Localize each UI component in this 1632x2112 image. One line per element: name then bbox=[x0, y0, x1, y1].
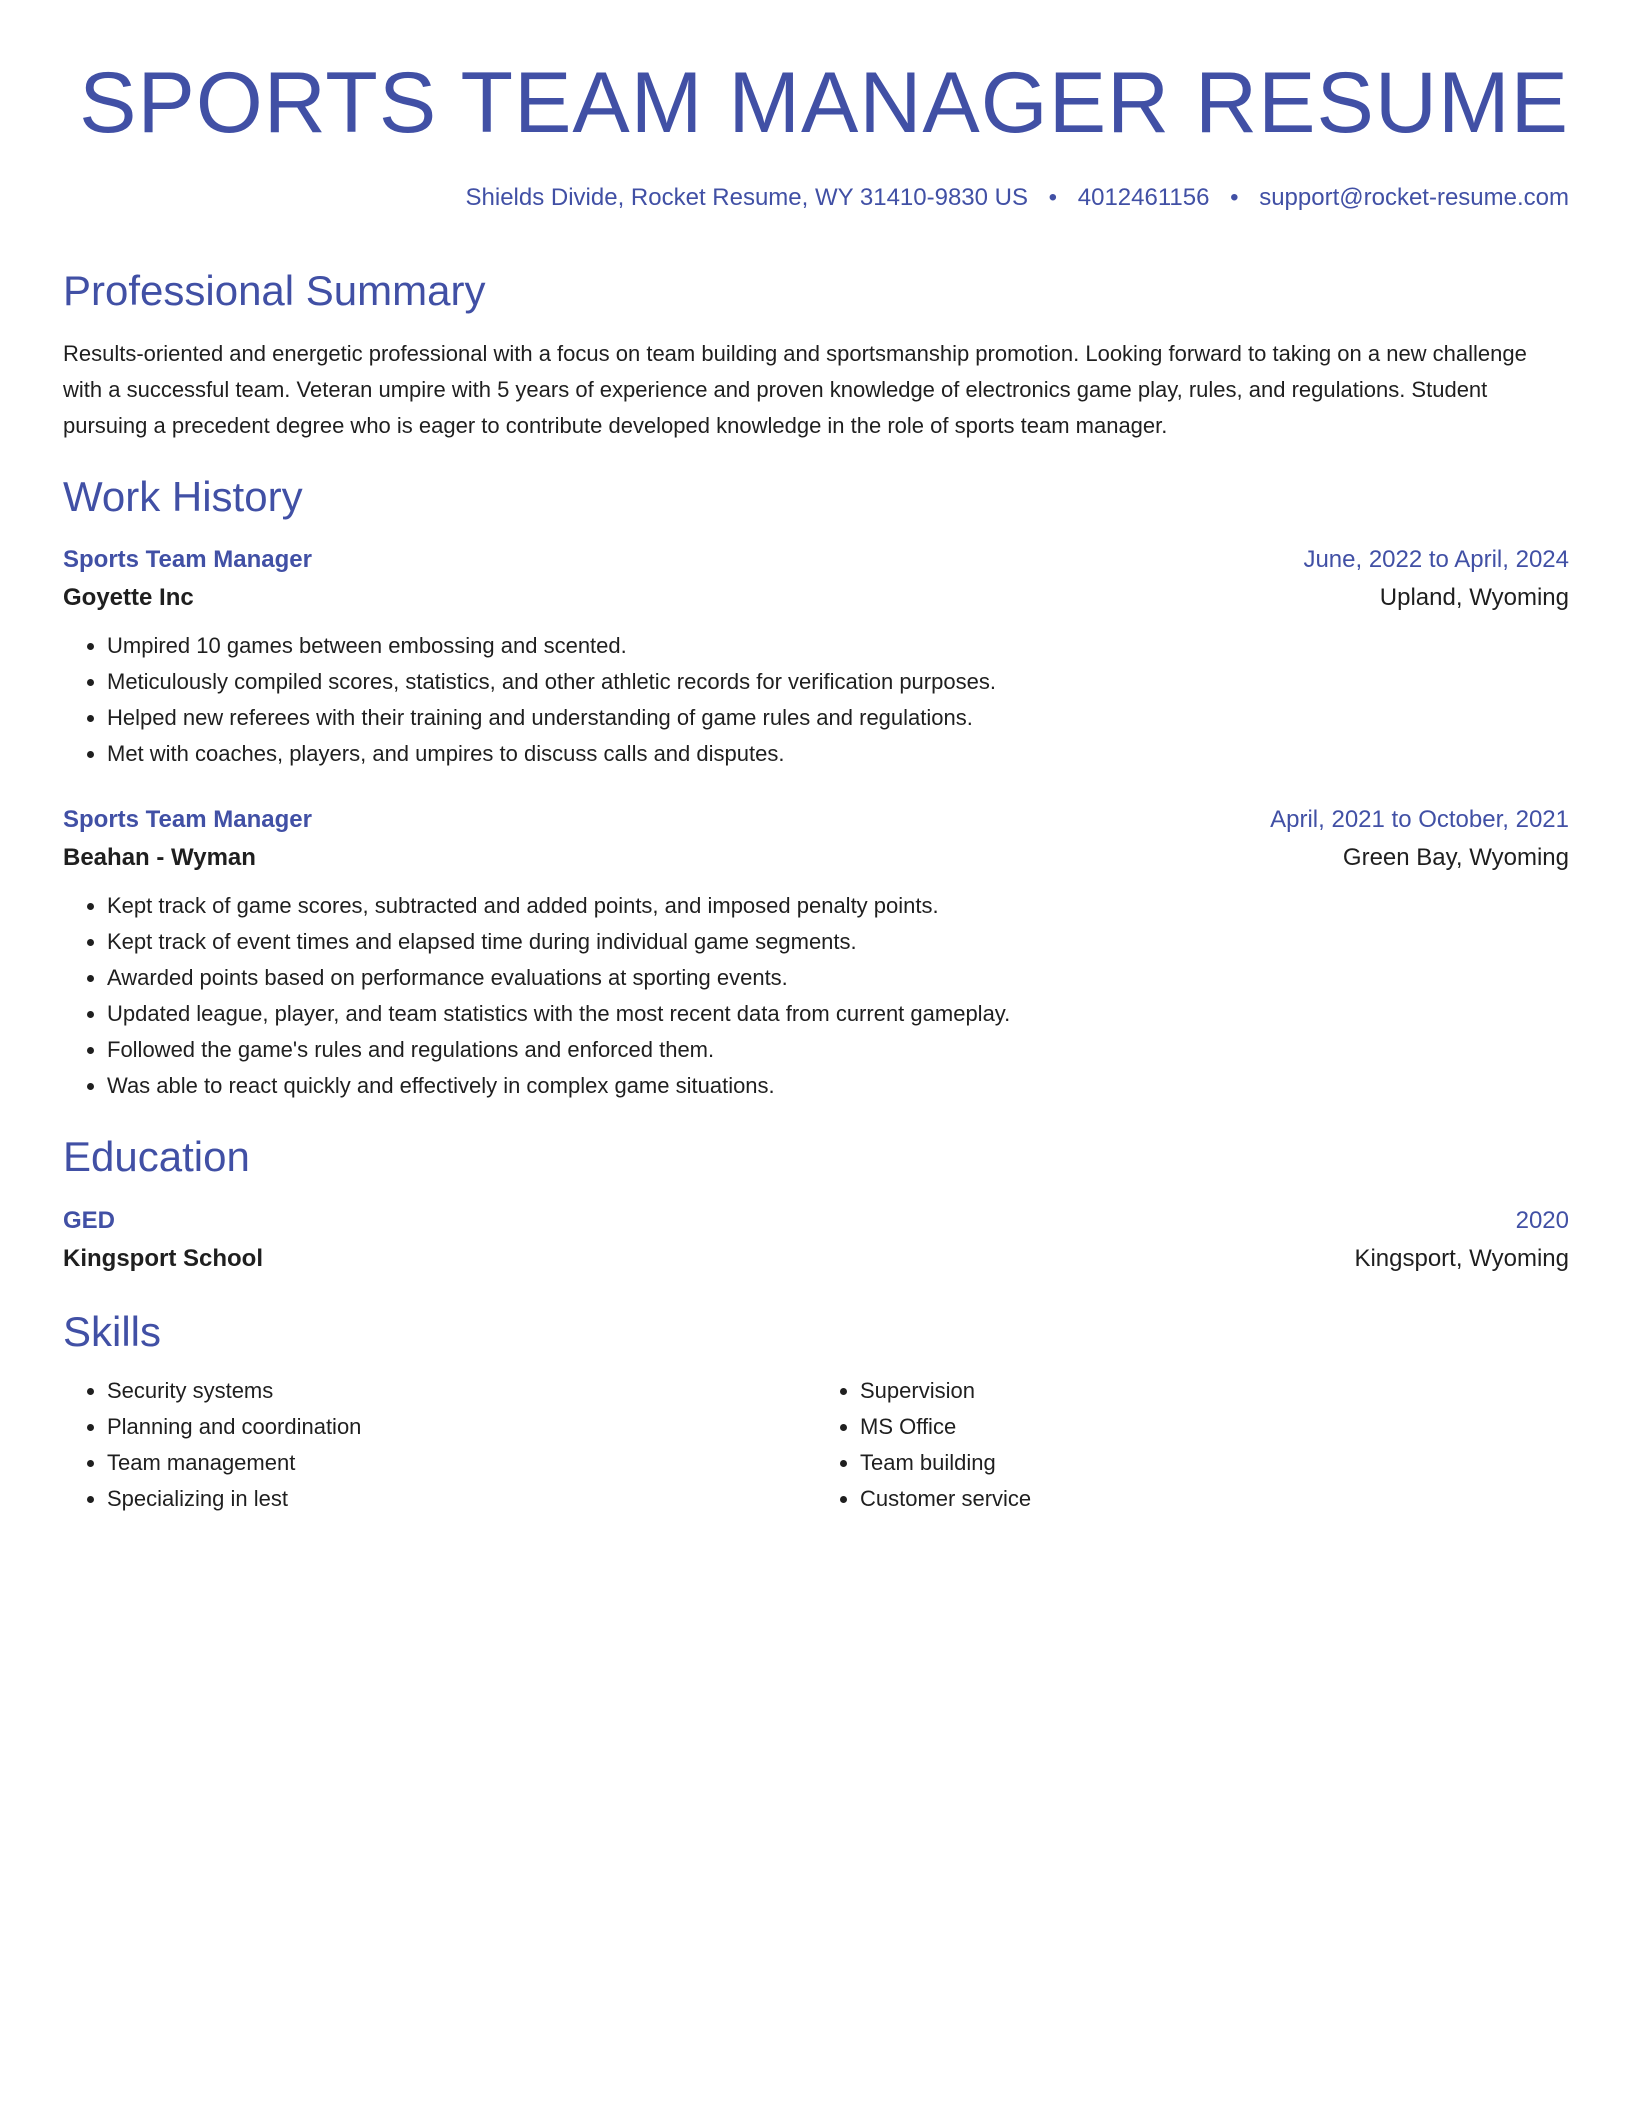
job-employer-row bbox=[63, 844, 1569, 872]
resume-title: SPORTS TEAM MANAGER RESUME bbox=[79, 55, 1569, 151]
skill-item: • Team management bbox=[107, 1445, 816, 1481]
job-location: Green Bay, Wyoming bbox=[1342, 844, 1569, 872]
job-header-row bbox=[63, 806, 1569, 834]
contact-separator: • bbox=[1048, 184, 1058, 211]
contact-line bbox=[63, 184, 1569, 212]
education-header-row bbox=[63, 1207, 1569, 1235]
education-location: Kingsport, Wyoming bbox=[1354, 1244, 1569, 1272]
job-dates: April, 2021 to October, 2021 bbox=[1270, 806, 1569, 834]
skill-item: • MS Office bbox=[860, 1409, 1569, 1445]
job-entry bbox=[63, 806, 1569, 1104]
contact-separator: • bbox=[1230, 184, 1239, 211]
work-history-heading: Work History bbox=[63, 473, 303, 521]
skills-grid bbox=[63, 1373, 1569, 1517]
education-school: Kingsport School bbox=[63, 1244, 263, 1272]
job-bullet: • Awarded points based on performance evaluations at sporting events. bbox=[107, 960, 1569, 996]
skill-item: • Planning and coordination bbox=[107, 1409, 816, 1445]
job-employer: Goyette Inc bbox=[63, 584, 194, 612]
education-entry bbox=[63, 1207, 1569, 1273]
job-bullet: • Helped new referees with their training and understanding of game rules and regulations. bbox=[107, 700, 1569, 736]
job-bullet: • Updated league, player, and team statistics with the most recent data from current gameplay. bbox=[107, 996, 1569, 1032]
skill-item: • Team building bbox=[860, 1445, 1569, 1481]
job-title: Sports Team Manager bbox=[63, 806, 312, 834]
skills-column-right bbox=[816, 1373, 1569, 1517]
summary-heading: Professional Summary bbox=[63, 267, 486, 314]
job-employer: Beahan - Wyman bbox=[63, 844, 256, 872]
job-bullet: • Was able to react quickly and effectively in complex game situations. bbox=[107, 1068, 1569, 1104]
contact-email: support@rocket-resume.com bbox=[1259, 184, 1569, 211]
contact-address: Shields Divide, Rocket Resume, WY 31410-9830 US bbox=[465, 184, 1028, 211]
job-bullet: • Umpired 10 games between embossing and scented. bbox=[107, 628, 1569, 664]
skill-item: • Supervision bbox=[860, 1373, 1569, 1409]
education-year: 2020 bbox=[1515, 1206, 1569, 1234]
skill-item: • Specializing in lest bbox=[107, 1481, 816, 1517]
contact-phone: 4012461156 bbox=[1077, 184, 1210, 211]
skills-column-left bbox=[63, 1373, 816, 1517]
job-dates: June, 2022 to April, 2024 bbox=[1303, 546, 1569, 574]
job-location: Upland, Wyoming bbox=[1379, 584, 1569, 612]
job-bullet: • Followed the game's rules and regulations and enforced them. bbox=[107, 1032, 1569, 1068]
education-degree: GED bbox=[63, 1206, 116, 1234]
job-bullets bbox=[63, 888, 1569, 1104]
summary-text: Results-oriented and energetic professional with a focus on team building and sportsmanship promotion. Looking forward to taking on a new challenge with a successful team. Veteran umpire with 5 years of experience and proven knowledge of electronics game play, rules, and regulations. Student pursuing a precedent degree who is eager to contribute developed knowledge in the role of sports team manager. bbox=[63, 341, 1527, 439]
skills-heading: Skills bbox=[63, 1307, 162, 1355]
skill-item: • Customer service bbox=[860, 1481, 1569, 1517]
job-header-row bbox=[63, 546, 1569, 574]
job-bullet: • Kept track of game scores, subtracted and added points, and imposed penalty points. bbox=[107, 888, 1569, 924]
job-bullet: • Met with coaches, players, and umpires to discuss calls and disputes. bbox=[107, 736, 1569, 772]
job-title: Sports Team Manager bbox=[63, 546, 312, 574]
education-heading: Education bbox=[63, 1133, 250, 1181]
job-employer-row bbox=[63, 584, 1569, 612]
skill-item: • Security systems bbox=[107, 1373, 816, 1409]
job-bullet: • Meticulously compiled scores, statistics, and other athletic records for verification purposes. bbox=[107, 664, 1569, 700]
job-entry bbox=[63, 546, 1569, 772]
education-school-row bbox=[63, 1245, 1569, 1273]
job-bullet: • Kept track of event times and elapsed time during individual game segments. bbox=[107, 924, 1569, 960]
job-bullets bbox=[63, 628, 1569, 772]
